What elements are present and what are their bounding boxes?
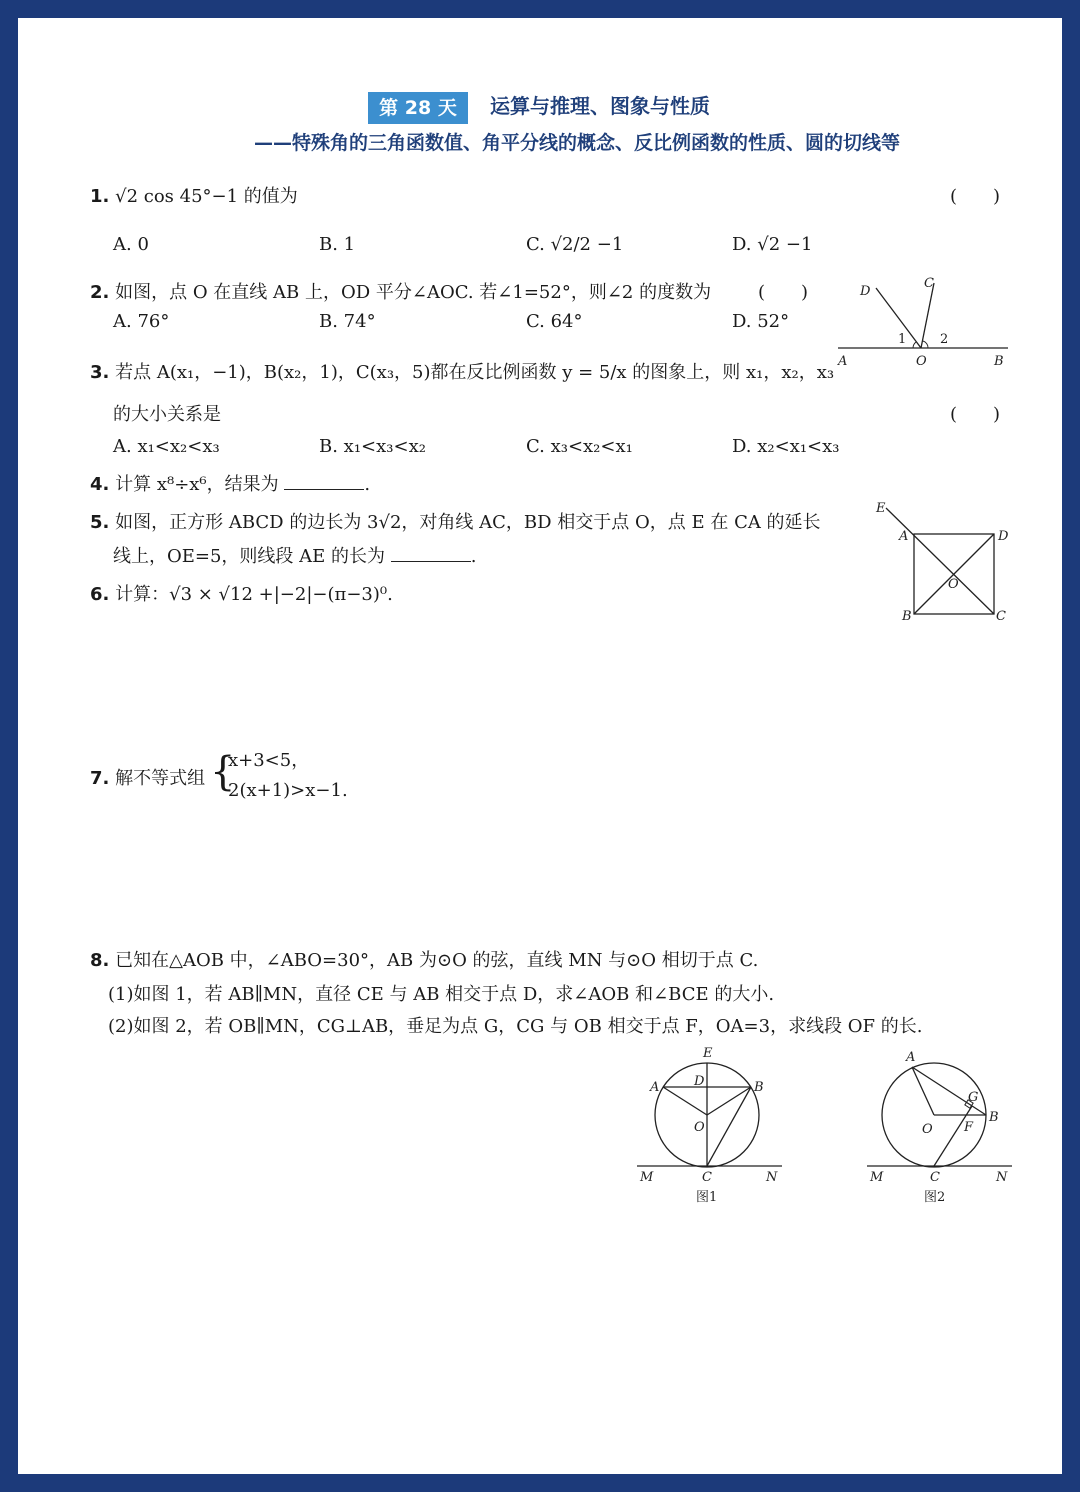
figure-caption: 图2 xyxy=(924,1190,946,1203)
label-m: M xyxy=(870,1170,884,1185)
page-title: 运算与推理、图象与性质 xyxy=(490,94,710,118)
answer-paren: ( ) xyxy=(950,186,1001,207)
label-b: B xyxy=(994,354,1004,368)
label-b: B xyxy=(754,1080,764,1095)
answer-paren: ( ) xyxy=(758,282,809,303)
question-text: √2 cos 45°−1 的值为 xyxy=(115,186,298,207)
label-a: A xyxy=(906,1050,916,1065)
label-c: C xyxy=(930,1170,940,1185)
label-2: 2 xyxy=(940,332,949,347)
question-text-cont: 的大小关系是 xyxy=(113,404,221,425)
label-e: E xyxy=(703,1046,713,1061)
label-o: O xyxy=(948,577,959,592)
label-d: D xyxy=(694,1074,705,1089)
question-4: 4. 计算 x⁸÷x⁶，结果为 . xyxy=(90,474,371,495)
circle-figure-1 xyxy=(632,1043,792,1203)
option-b: B. 74° xyxy=(319,311,376,332)
label-d: D xyxy=(860,284,871,299)
circle-figure-2 xyxy=(862,1043,1022,1203)
inequality-1: x+3<5， xyxy=(228,750,310,771)
label-m: M xyxy=(640,1170,654,1185)
brace: { xyxy=(210,749,236,795)
label-1: 1 xyxy=(898,332,907,347)
option-d: D. x₂<x₁<x₃ xyxy=(732,436,840,457)
label-n: N xyxy=(766,1170,778,1185)
label-n: N xyxy=(996,1170,1008,1185)
answer-blank xyxy=(391,547,471,562)
option-c: C. x₃<x₂<x₁ xyxy=(526,436,633,457)
question-text: 解不等式组 xyxy=(115,768,206,789)
page-subtitle: ——特殊角的三角函数值、角平分线的概念、反比例函数的性质、圆的切线等 xyxy=(254,132,901,154)
question-number: 4. xyxy=(90,474,110,495)
label-o: O xyxy=(694,1120,705,1135)
answer-blank xyxy=(284,475,364,490)
question-number: 6. xyxy=(90,584,110,605)
option-c: C. 64° xyxy=(526,311,583,332)
question-2 xyxy=(90,278,711,304)
label-a: A xyxy=(838,354,848,368)
option-a: A. 76° xyxy=(113,311,170,332)
question-number: 7. xyxy=(90,768,110,789)
label-e: E xyxy=(876,501,886,516)
inequality-2: 2(x+1)>x−1. xyxy=(228,780,348,801)
question-number: 3. xyxy=(90,362,110,383)
option-d: D. 52° xyxy=(732,311,790,332)
label-g: G xyxy=(968,1090,979,1105)
label-c: C xyxy=(924,276,934,291)
label-f: F xyxy=(964,1120,974,1135)
question-text: 如图，正方形 ABCD 的边长为 3√2，对角线 AC，BD 相交于点 O，点 E 在 CA 的延长 xyxy=(115,512,821,533)
square-figure xyxy=(868,498,1018,628)
question-3 xyxy=(90,358,834,384)
option-b: B. x₁<x₃<x₂ xyxy=(319,436,426,457)
angle-figure xyxy=(828,273,1018,368)
answer-paren: ( ) xyxy=(950,404,1001,425)
option-b: B. 1 xyxy=(319,234,356,255)
question-7 xyxy=(90,764,205,790)
label-a: A xyxy=(899,529,909,544)
label-a: A xyxy=(650,1080,660,1095)
question-text: 如图，点 O 在直线 AB 上，OD 平分∠AOC. 若∠1=52°，则∠2 的度数为 xyxy=(115,282,712,303)
question-number: 8. xyxy=(90,950,110,971)
question-number: 5. xyxy=(90,512,110,533)
label-b: B xyxy=(902,609,912,624)
option-a: A. x₁<x₂<x₃ xyxy=(113,436,220,457)
label-d: D xyxy=(998,529,1009,544)
label-c: C xyxy=(996,609,1006,624)
label-o: O xyxy=(922,1122,933,1137)
question-part-1: (1)如图 1，若 AB∥MN，直径 CE 与 AB 相交于点 D，求∠AOB 和∠BCE 的大小. xyxy=(108,984,775,1005)
figure-caption: 图1 xyxy=(696,1190,718,1203)
question-8 xyxy=(90,946,758,972)
question-5 xyxy=(90,508,821,534)
label-o: O xyxy=(916,354,927,368)
page xyxy=(18,18,1062,1474)
question-number: 1. xyxy=(90,186,110,207)
option-a: A. 0 xyxy=(113,234,149,255)
label-c: C xyxy=(702,1170,712,1185)
question-text: 计算 x⁸÷x⁶，结果为 xyxy=(115,474,279,495)
question-text: 计算：√3 × √12 +|−2|−(π−3)⁰. xyxy=(115,584,393,605)
option-c: C. √2/2 −1 xyxy=(526,234,624,255)
question-text: 已知在△AOB 中，∠ABO=30°，AB 为⊙O 的弦，直线 MN 与⊙O 相切于点 C. xyxy=(115,950,759,971)
option-d: D. √2 −1 xyxy=(732,234,813,255)
question-1 xyxy=(90,182,298,208)
question-part-2: (2)如图 2，若 OB∥MN，CG⊥AB，垂足为点 G，CG 与 OB 相交于点 F，OA=3，求线段 OF 的长. xyxy=(108,1016,923,1037)
question-6 xyxy=(90,580,393,606)
question-text: 若点 A(x₁，−1)，B(x₂，1)，C(x₃，5)都在反比例函数 y = 5/x 的图象上，则 x₁，x₂，x₃ xyxy=(115,362,835,383)
day-badge: 第 28 天 xyxy=(368,92,468,124)
question-number: 2. xyxy=(90,282,110,303)
question-text-cont: 线上，OE=5，则线段 AE 的长为 . xyxy=(113,546,477,567)
label-b: B xyxy=(989,1110,999,1125)
